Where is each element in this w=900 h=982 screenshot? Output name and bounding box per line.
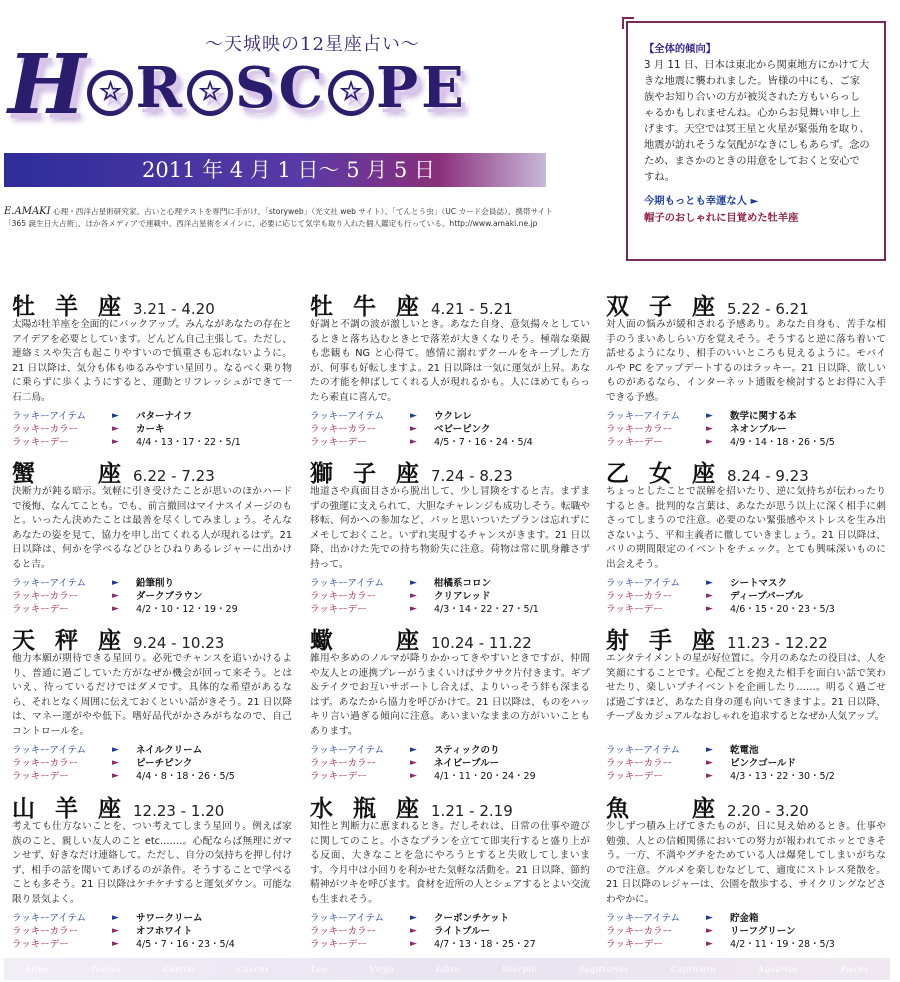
sign-header bbox=[310, 622, 590, 654]
footer-sign-name: Aries bbox=[24, 964, 49, 974]
lucky-color-label: ラッキーカラー bbox=[12, 758, 79, 769]
arrow-right-icon: ► bbox=[112, 926, 119, 936]
sign-dates: 3.21 - 4.20 bbox=[133, 300, 215, 318]
sign-header bbox=[310, 288, 590, 320]
lucky-day-value: 4/6・15・20・23・5/3 bbox=[730, 604, 835, 615]
sign-name: 牡 牛 座 bbox=[310, 294, 426, 320]
sign-block bbox=[12, 288, 292, 449]
arrow-right-icon: ► bbox=[750, 196, 759, 207]
lucky-item-row bbox=[606, 410, 886, 423]
footer-sign-name: Libra bbox=[436, 964, 461, 974]
sign-header bbox=[606, 288, 886, 320]
lucky-color-value: カーキ bbox=[136, 424, 165, 435]
lucky-day-row bbox=[12, 770, 292, 783]
lucky-color-value: クリアレッド bbox=[434, 591, 491, 602]
sign-dates: 4.21 - 5.21 bbox=[431, 300, 513, 318]
lucky-item-label: ラッキーアイテム bbox=[12, 411, 87, 422]
overview-body: 3 月 11 日、日本は東北から関東地方にかけて大きな地震に襲われました。皆様の中にも、ご家族やお知り合いの方が被災された方もいらっしゃるかもしれませんね。心からお見舞い申し上げます。天空では冥王星と火星が緊張角を取り、地震が訪れそうな気配がなきにしもあらず。念のため、まさかのときの用意をしておくと安心ですね。 bbox=[644, 59, 870, 183]
lucky-item-row bbox=[310, 410, 590, 423]
date-range-banner: 2011 年 4 月 1 日〜 5 月 5 日 bbox=[4, 153, 546, 187]
lucky-item-label: ラッキーアイテム bbox=[310, 578, 385, 589]
lucky-day-value: 4/2・11・19・28・5/3 bbox=[730, 939, 835, 950]
lucky-day-label: ラッキーデー bbox=[12, 771, 69, 782]
sign-header bbox=[12, 622, 292, 654]
lucky-day-label: ラッキーデー bbox=[606, 939, 663, 950]
lucky-item-value: ウクレレ bbox=[434, 411, 472, 422]
star-circle-icon: ☆ bbox=[187, 70, 233, 116]
arrow-right-icon: ► bbox=[706, 591, 713, 601]
footer-sign-name: Cancer bbox=[237, 964, 270, 974]
lucky-day-row bbox=[310, 938, 590, 951]
lucky-list bbox=[310, 744, 590, 783]
sign-name: 双 子 座 bbox=[606, 294, 722, 320]
sign-header bbox=[606, 622, 886, 654]
sign-header bbox=[310, 455, 590, 487]
lucky-color-label: ラッキーカラー bbox=[310, 424, 377, 435]
lucky-item-value: 数学に関する本 bbox=[730, 411, 797, 422]
footer-sign-name: Scorpio bbox=[502, 964, 537, 974]
sign-name: 山 羊 座 bbox=[12, 796, 128, 822]
arrow-right-icon: ► bbox=[706, 939, 713, 949]
sign-block bbox=[606, 455, 886, 616]
lucky-day-label: ラッキーデー bbox=[12, 604, 69, 615]
horoscope-logo bbox=[8, 37, 598, 133]
lucky-item-label: ラッキーアイテム bbox=[310, 913, 385, 924]
lucky-color-label: ラッキーカラー bbox=[310, 926, 377, 937]
arrow-right-icon: ► bbox=[112, 939, 119, 949]
lucky-list bbox=[310, 410, 590, 449]
sign-forecast: 雑用や多めのノルマが降りかかってきやすいときですが、仲間や友人との連携プレーがうまくいけばサクサク片付きます。ギブ＆テイクでお互いサポートし合えば、よりいっそう絆も深まるはず。あなたから協力を呼びかけて。21 日以降は、ものをハッキリ言い過ぎる傾向に注意。あいまいなままの方がいいこともあります。 bbox=[310, 653, 590, 737]
lucky-item-row bbox=[12, 744, 292, 757]
arrow-right-icon: ► bbox=[112, 591, 119, 601]
lucky-day-value: 4/1・11・20・24・29 bbox=[434, 771, 536, 782]
lucky-day-label: ラッキーデー bbox=[12, 939, 69, 950]
footer-sign-name: Pisces bbox=[840, 964, 869, 974]
lucky-day-row bbox=[606, 770, 886, 783]
lucky-color-row bbox=[12, 925, 292, 938]
arrow-right-icon: ► bbox=[112, 913, 119, 923]
sign-forecast: 他力本願が期待できる星回り。必死でチャンスを追いかけるより、普通に過ごしていた方がなぜか機会が回って来そう。とはいえ、待っているだけではダメです。具体的な希望があるなら、それとなく周囲に伝えておくといい話がきそう。21 日以降は、マネー運がやや低下。嗜好品代がかさみがちなので、自己コントロールを。 bbox=[12, 653, 292, 737]
lucky-item-row bbox=[12, 577, 292, 590]
lucky-color-label: ラッキーカラー bbox=[12, 591, 79, 602]
overview-box bbox=[626, 21, 886, 261]
lucky-item-row bbox=[606, 577, 886, 590]
lucky-day-label: ラッキーデー bbox=[606, 771, 663, 782]
lucky-color-value: ディープパープル bbox=[730, 591, 804, 602]
lucky-day-label: ラッキーデー bbox=[606, 437, 663, 448]
sign-header bbox=[606, 455, 886, 487]
credit-line-2: 「365 誕生日大占術」、ほか各メディアで連載中。西洋占星術をメインに、必要に応じて気学も取り入れた個人鑑定も行っている。http://www.amaki.ne.jp bbox=[4, 219, 538, 228]
sign-dates: 9.24 - 10.23 bbox=[133, 634, 225, 652]
lucky-color-row bbox=[12, 423, 292, 436]
sign-block bbox=[606, 790, 886, 951]
sign-name: 牡 羊 座 bbox=[12, 294, 128, 320]
lucky-day-label: ラッキーデー bbox=[310, 604, 367, 615]
lucky-item-value: 鉛筆削り bbox=[136, 578, 175, 589]
footer-sign-name: Sagittarius bbox=[578, 964, 629, 974]
arrow-right-icon: ► bbox=[410, 771, 417, 781]
footer-sign-name: Leo bbox=[311, 964, 328, 974]
arrow-right-icon: ► bbox=[706, 411, 713, 421]
sign-dates: 12.23 - 1.20 bbox=[133, 802, 225, 820]
lucky-item-row bbox=[606, 912, 886, 925]
sign-dates: 6.22 - 7.23 bbox=[133, 467, 215, 485]
lucky-item-label: ラッキーアイテム bbox=[310, 411, 385, 422]
arrow-right-icon: ► bbox=[112, 771, 119, 781]
arrow-right-icon: ► bbox=[706, 604, 713, 614]
lucky-day-value: 4/3・13・22・30・5/2 bbox=[730, 771, 835, 782]
sign-forecast: 太陽が牡羊座を全面的にバックアップ。みんながあなたの存在とアイデアを必要としています。どんどん自己主張して。ただし、連絡ミスや失言も起こりやすいので慎重さも忘れないように。21 日以降は、気分も体もゆるみやすい星回り。なるべく乗り物に乗らずに歩くようにすると、運動とリフレッシュができて一石二鳥。 bbox=[12, 319, 292, 403]
arrow-right-icon: ► bbox=[410, 745, 417, 755]
sign-header bbox=[310, 790, 590, 822]
logo-letter-r: R bbox=[135, 55, 186, 121]
sign-dates: 8.24 - 9.23 bbox=[727, 467, 809, 485]
arrow-right-icon: ► bbox=[112, 411, 119, 421]
arrow-right-icon: ► bbox=[112, 604, 119, 614]
lucky-color-value: ベビーピンク bbox=[434, 424, 491, 435]
lucky-item-label: ラッキーアイテム bbox=[310, 745, 385, 756]
lucky-color-label: ラッキーカラー bbox=[606, 758, 673, 769]
lucky-color-value: ピーチピンク bbox=[136, 758, 193, 769]
lucky-color-row bbox=[310, 925, 590, 938]
sign-dates: 2.20 - 3.20 bbox=[727, 802, 809, 820]
lucky-color-label: ラッキーカラー bbox=[12, 424, 79, 435]
lucky-day-label: ラッキーデー bbox=[310, 939, 367, 950]
lucky-day-value: 4/2・10・12・19・29 bbox=[136, 604, 238, 615]
arrow-right-icon: ► bbox=[706, 913, 713, 923]
lucky-color-row bbox=[606, 423, 886, 436]
lucky-day-row bbox=[310, 436, 590, 449]
arrow-right-icon: ► bbox=[410, 926, 417, 936]
lucky-color-label: ラッキーカラー bbox=[310, 758, 377, 769]
footer-sign-name: Gemini bbox=[163, 964, 196, 974]
sign-name: 乙 女 座 bbox=[606, 461, 722, 487]
sign-name: 蟹 座 bbox=[12, 461, 128, 487]
arrow-right-icon: ► bbox=[410, 939, 417, 949]
lucky-item-row bbox=[12, 410, 292, 423]
overview-heading: 【全体的傾向】 bbox=[644, 43, 717, 55]
sign-name: 獅 子 座 bbox=[310, 461, 426, 487]
sign-name: 水 瓶 座 bbox=[310, 796, 426, 822]
lucky-item-row bbox=[12, 912, 292, 925]
lucky-list bbox=[606, 744, 886, 783]
sign-names-footer bbox=[4, 958, 890, 980]
arrow-right-icon: ► bbox=[410, 424, 417, 434]
footer-sign-name: Virgo bbox=[369, 964, 395, 974]
sign-forecast: 地道さや真面目さから脱出して、少し冒険をすると吉。まずまずの強運に支えられて、大胆なチャレンジも成功しそう。転職や移転、何かへの参加など、パッと思いついたプランは忘れずにメモしておくこと。いずれ実現するチャンスがきます。21 日以降、出かけた先での持ち物紛失に注意。荷物は常に肌身離さず持って。 bbox=[310, 486, 590, 570]
star-circle-icon: ☆ bbox=[328, 70, 374, 116]
lucky-day-value: 4/9・14・18・26・5/5 bbox=[730, 437, 835, 448]
lucky-item-value: 乾電池 bbox=[730, 745, 759, 756]
arrow-right-icon: ► bbox=[706, 926, 713, 936]
lucky-day-label: ラッキーデー bbox=[310, 437, 367, 448]
lucky-color-label: ラッキーカラー bbox=[606, 926, 673, 937]
lucky-color-row bbox=[606, 590, 886, 603]
logo-letters-sc: SC bbox=[235, 55, 327, 121]
lucky-item-label: ラッキーアイテム bbox=[12, 745, 87, 756]
sign-block bbox=[310, 288, 590, 449]
lucky-day-value: 4/4・8・18・26・5/5 bbox=[136, 771, 235, 782]
lucky-day-row bbox=[606, 436, 886, 449]
lucky-color-label: ラッキーカラー bbox=[310, 591, 377, 602]
lucky-day-row bbox=[12, 436, 292, 449]
arrow-right-icon: ► bbox=[112, 745, 119, 755]
lucky-list bbox=[310, 912, 590, 951]
lucky-color-row bbox=[310, 590, 590, 603]
sign-block bbox=[606, 288, 886, 449]
sign-block bbox=[310, 455, 590, 616]
lucky-color-label: ラッキーカラー bbox=[12, 926, 79, 937]
lucky-list bbox=[12, 577, 292, 616]
lucky-day-value: 4/5・7・16・23・5/4 bbox=[136, 939, 235, 950]
arrow-right-icon: ► bbox=[706, 745, 713, 755]
lucky-item-label: ラッキーアイテム bbox=[12, 578, 87, 589]
star-circle-icon: ☆ bbox=[87, 70, 133, 116]
lucky-list bbox=[12, 744, 292, 783]
sign-header bbox=[12, 455, 292, 487]
lucky-item-value: スティックのり bbox=[434, 745, 500, 756]
logo-letters-pe: PE bbox=[376, 55, 467, 121]
sign-block bbox=[310, 622, 590, 783]
lucky-day-value: 4/7・13・18・25・27 bbox=[434, 939, 536, 950]
sign-dates: 10.24 - 11.22 bbox=[431, 634, 532, 652]
sign-block bbox=[310, 790, 590, 951]
arrow-right-icon: ► bbox=[112, 437, 119, 447]
arrow-right-icon: ► bbox=[410, 411, 417, 421]
sign-block bbox=[606, 622, 886, 783]
lucky-item-value: シートマスク bbox=[730, 578, 788, 589]
arrow-right-icon: ► bbox=[410, 591, 417, 601]
lucky-day-row bbox=[12, 603, 292, 616]
footer-sign-name: Aquarius bbox=[758, 964, 799, 974]
horoscope-subtitle: 〜天城映の12星座占い〜 bbox=[205, 34, 420, 55]
lucky-item-row bbox=[310, 577, 590, 590]
arrow-right-icon: ► bbox=[410, 437, 417, 447]
sign-header bbox=[12, 288, 292, 320]
lucky-item-label: ラッキーアイテム bbox=[12, 913, 87, 924]
lucky-day-value: 4/3・14・22・27・5/1 bbox=[434, 604, 539, 615]
lucky-day-value: 4/5・7・16・24・5/4 bbox=[434, 437, 533, 448]
sign-dates: 7.24 - 8.23 bbox=[431, 467, 513, 485]
sign-forecast: 少しずつ積み上げてきたものが、日に見え始めるとき。仕事や勉強、人との信頼関係においての努力が報われてホッとできそう。一方、不満やグチをためている人は爆発してしまいがちなので注意。グルメを楽しむなどして、適度にストレス発散を。21 日以降のレジャーは、公園を散歩する、サイクリングなどさわやかに。 bbox=[606, 821, 886, 905]
sign-forecast: 好調と不調の波が激しいとき。あなた自身、意気揚々としているときと落ち込むときとで落差が大きくなりそう。極端な楽観も悲観も NG と心得て。感情に溺れずクールをキープした方が、何事も好転しますよ。21 日以降は一気に運気が上昇。あなたの才能を伸ばしてくれる人が現れるかも。人にほめてもらったら素直に喜んで。 bbox=[310, 319, 590, 403]
footer-sign-name: Taurus bbox=[90, 964, 122, 974]
sign-forecast: エンタテイメントの星が好位置に。今月のあなたの役目は、人を笑顔にすることです。心配ごとを抱えた相手を面白い話で笑わせたり、楽しいプチイベントを企画したり……。明るく過ごせば過ごすほど、あなた自身の運も向いてきますよ。21 日以降、チープ＆カジュアルなおしゃれを追求するとなぜか人気アップ。 bbox=[606, 653, 886, 723]
lucky-item-label: ラッキーアイテム bbox=[606, 913, 681, 924]
sign-name: 蠍 座 bbox=[310, 628, 426, 654]
lucky-day-row bbox=[310, 770, 590, 783]
arrow-right-icon: ► bbox=[706, 758, 713, 768]
lucky-day-value: 4/4・13・17・22・5/1 bbox=[136, 437, 241, 448]
lucky-color-value: ライトブルー bbox=[434, 926, 491, 937]
sign-name: 天 秤 座 bbox=[12, 628, 128, 654]
footer-sign-name: Capricorn bbox=[670, 964, 717, 974]
luckiest-sign: 帽子のおしゃれに目覚めた牡羊座 bbox=[644, 212, 799, 224]
lucky-color-row bbox=[310, 423, 590, 436]
luckiest-heading: 今期もっとも幸運な人 ► bbox=[644, 195, 759, 207]
lucky-item-row bbox=[310, 744, 590, 757]
lucky-color-label: ラッキーカラー bbox=[606, 424, 673, 435]
lucky-list bbox=[12, 912, 292, 951]
lucky-color-row bbox=[12, 757, 292, 770]
sign-dates: 5.22 - 6.21 bbox=[727, 300, 809, 318]
sign-forecast: ちょっとしたことで誤解を招いたり、逆に気持ちが伝わったりするとき。批判的な言葉は、あなたが思う以上に深く相手に刺さってしまうので注意。必要のない緊張感やストレスを生み出さないよう、平和主義者に徹していきましょう。21 日以降は、パリの期間限定のイベントをチェック。とても興味深いものに出会えそう。 bbox=[606, 486, 886, 570]
lucky-item-value: パターナイフ bbox=[136, 411, 193, 422]
lucky-day-row bbox=[310, 603, 590, 616]
lucky-color-value: ダークブラウン bbox=[136, 591, 203, 602]
arrow-right-icon: ► bbox=[410, 913, 417, 923]
sign-block bbox=[12, 622, 292, 783]
lucky-day-row bbox=[12, 938, 292, 951]
lucky-list bbox=[310, 577, 590, 616]
sign-name: 魚 座 bbox=[606, 796, 722, 822]
sign-name: 射 手 座 bbox=[606, 628, 722, 654]
sign-header bbox=[12, 790, 292, 822]
lucky-item-value: サワークリーム bbox=[136, 913, 203, 924]
lucky-day-label: ラッキーデー bbox=[310, 771, 367, 782]
lucky-list bbox=[606, 410, 886, 449]
sign-forecast: 対人面の悩みが緩和される予感あり。あなた自身も、苦手な相手のうまいあしらい方を覚えそう。そうすると逆に落ち着いて話せるようになり、相手のいいところも見えるように。モバイルや PC をアップデートするのはラッキー。21 日以降、欲しいものがあるなら、インターネット通販を検討するとお得に入手できる予感。 bbox=[606, 319, 886, 403]
lucky-color-row bbox=[12, 590, 292, 603]
lucky-color-value: ネイビーブルー bbox=[434, 758, 500, 769]
arrow-right-icon: ► bbox=[112, 578, 119, 588]
arrow-right-icon: ► bbox=[706, 578, 713, 588]
sign-forecast: 決断力が鈍る暗示。気軽に引き受けたことが思いのほかハードで後悔、なんてことも。でも、前言撤回はマイナスイメージのもと。いったん決めたことは最善を尽くしてみましょう。そんなあなたの姿を見て、協力を申し出てくれる人が現れるはず。21 日以降は、何かを学べるなどひとひねりあるレジャーに出かけると吉。 bbox=[12, 486, 292, 570]
sign-header bbox=[606, 790, 886, 822]
lucky-day-label: ラッキーデー bbox=[606, 604, 663, 615]
lucky-item-value: 貯金箱 bbox=[730, 913, 759, 924]
lucky-color-row bbox=[310, 757, 590, 770]
lucky-color-value: ネオンブルー bbox=[730, 424, 787, 435]
lucky-color-label: ラッキーカラー bbox=[606, 591, 673, 602]
lucky-item-label: ラッキーアイテム bbox=[606, 411, 681, 422]
lucky-list bbox=[606, 912, 886, 951]
lucky-item-row bbox=[606, 744, 886, 757]
lucky-color-value: ピンクゴールド bbox=[730, 758, 796, 769]
arrow-right-icon: ► bbox=[706, 437, 713, 447]
sign-dates: 1.21 - 2.19 bbox=[431, 802, 513, 820]
arrow-right-icon: ► bbox=[112, 424, 119, 434]
lucky-day-row bbox=[606, 938, 886, 951]
sign-forecast: 考えても仕方ないことを、つい考えてしまう星回り。例えば家族のこと、親しい友人のこと etc.……。心配ならば無理にガマンせず、好きなだけ連絡して。ただし、自分の気持ちを押し付けず、相手の話を聞いてあげるのが条件。そうすることで学べることも多そう。21 日以降はケチケチすると運気ダウン。可能な限り景気よく。 bbox=[12, 821, 292, 905]
lucky-day-label: ラッキーデー bbox=[12, 437, 69, 448]
lucky-list bbox=[12, 410, 292, 449]
lucky-item-value: クーポンチケット bbox=[434, 913, 510, 924]
arrow-right-icon: ► bbox=[706, 424, 713, 434]
arrow-right-icon: ► bbox=[410, 758, 417, 768]
arrow-right-icon: ► bbox=[706, 771, 713, 781]
lucky-item-label: ラッキーアイテム bbox=[606, 745, 681, 756]
sign-dates: 11.23 - 12.22 bbox=[727, 634, 828, 652]
arrow-right-icon: ► bbox=[410, 578, 417, 588]
lucky-item-value: ネイルクリーム bbox=[136, 745, 203, 756]
sign-block bbox=[12, 455, 292, 616]
lucky-color-row bbox=[606, 925, 886, 938]
author-name: E.AMAKI bbox=[4, 206, 51, 217]
lucky-list bbox=[606, 577, 886, 616]
lucky-item-row bbox=[310, 912, 590, 925]
credit-line-1: 心理・西洋占星術研究家。占いと心理テストを専門に手がけ、「storyweb」（光文社 web サイト）、「てんとう虫」（UC カード会員誌）、携帯サイト bbox=[53, 207, 553, 216]
arrow-right-icon: ► bbox=[112, 758, 119, 768]
logo-letter-h: H bbox=[8, 37, 86, 133]
arrow-right-icon: ► bbox=[410, 604, 417, 614]
lucky-color-row bbox=[606, 757, 886, 770]
sign-forecast: 知性と判断力に恵まれるとき。だしそれは、日常の仕事や遊びに関してのこと。小さなプランを立てて即実行すると盛り上がる反面、大きなことを急にやろうとすると失敗してしまいます。今月中は小回りを利かせた気軽な活動を。21 日以降、節約精神がツキを呼びます。食材を近所の人とシェアするとよい交流も生まれそう。 bbox=[310, 821, 590, 905]
lucky-item-label: ラッキーアイテム bbox=[606, 578, 681, 589]
sign-block bbox=[12, 790, 292, 951]
author-credit bbox=[4, 206, 608, 230]
lucky-day-row bbox=[606, 603, 886, 616]
lucky-color-value: オフホワイト bbox=[136, 926, 193, 937]
lucky-color-value: リーフグリーン bbox=[730, 926, 796, 937]
lucky-item-value: 柑橘系コロン bbox=[434, 578, 492, 589]
